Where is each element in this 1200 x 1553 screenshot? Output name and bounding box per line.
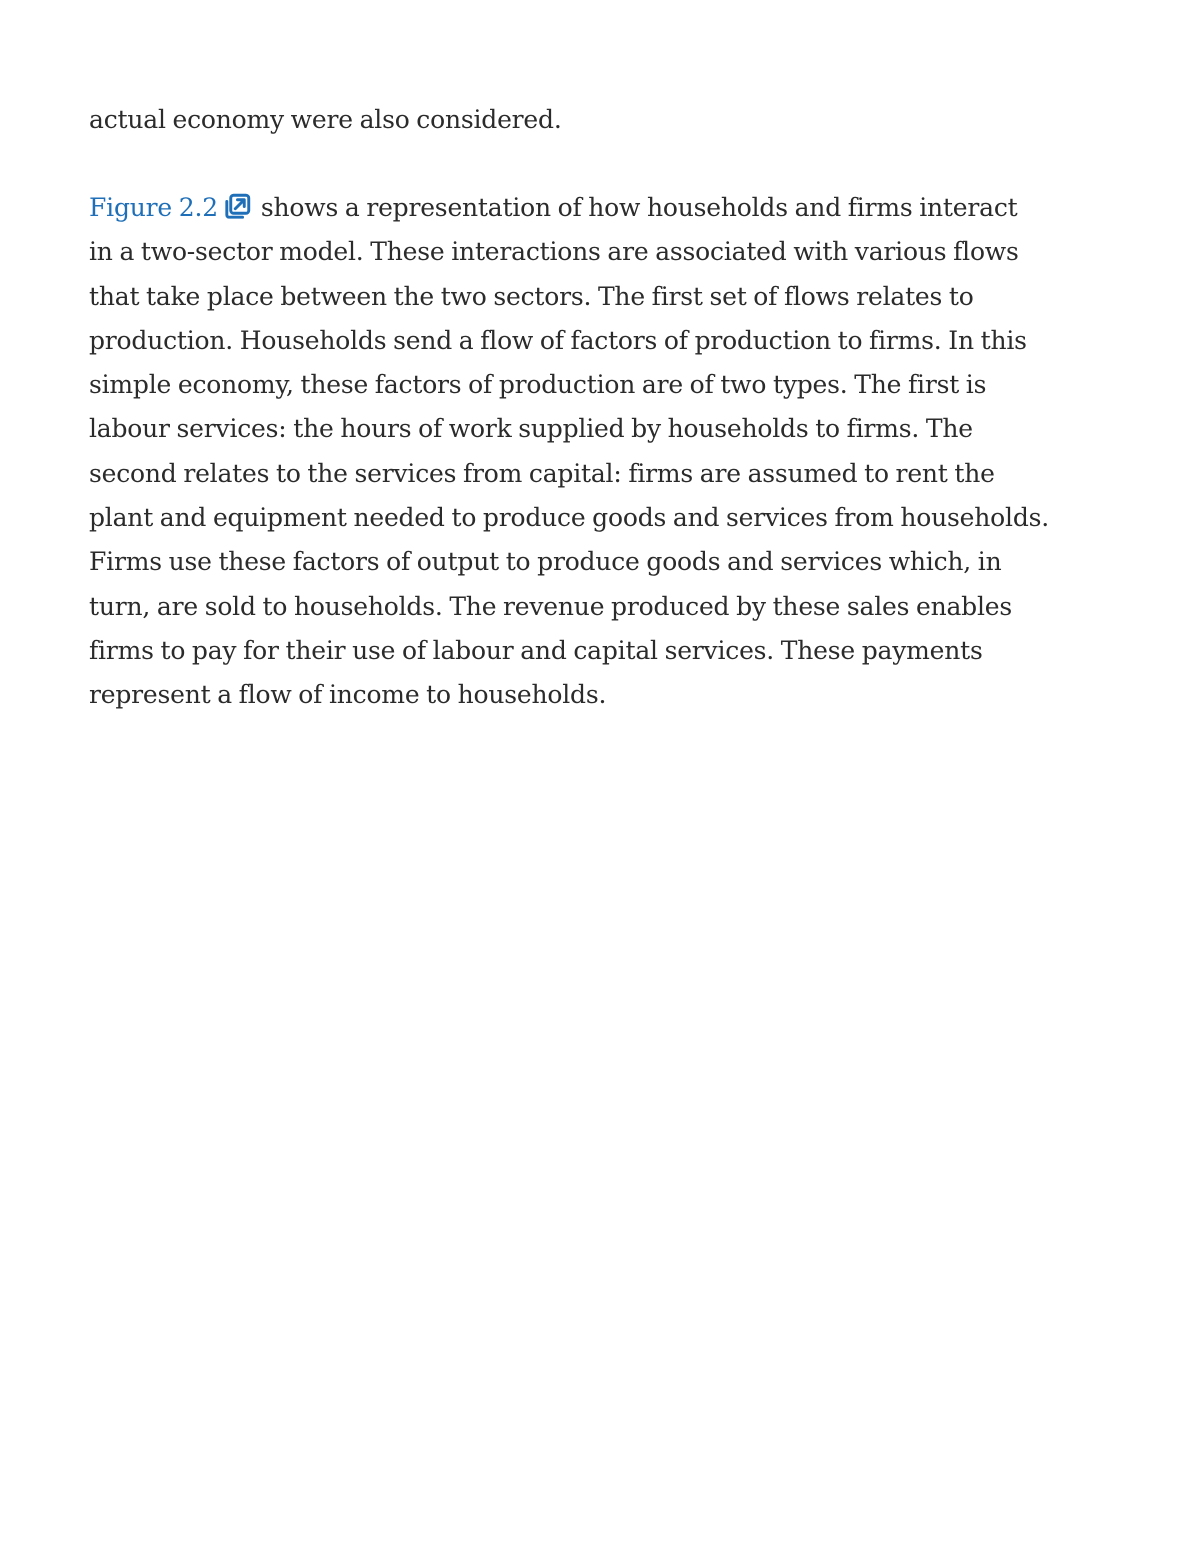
figure-link[interactable]: Figure 2.2	[89, 193, 218, 222]
paragraph-line: production. Households send a flow of factors of production to firms. In this	[89, 325, 1027, 355]
paragraph-line: turn, are sold to households. The revenue produced by these sales enables	[89, 591, 1013, 621]
paragraph-line: firms to pay for their use of labour and capital services. These payments	[89, 635, 983, 665]
intro-text: actual economy were also considered.	[89, 105, 562, 134]
paragraph-line: in a two-sector model. These interactions are associated with various flows	[89, 237, 1019, 267]
paragraph-line	[89, 186, 1119, 230]
paragraph-line: Firms use these factors of output to produce goods and services which, in	[89, 547, 1002, 577]
body-paragraph	[89, 186, 1119, 718]
external-link-icon[interactable]	[224, 193, 251, 220]
paragraph-line: represent a flow of income to households.	[89, 680, 607, 710]
paragraph-line: that take place between the two sectors. The first set of flows relates to	[89, 281, 974, 311]
paragraph-line: plant and equipment needed to produce goods and services from households.	[89, 503, 1050, 533]
paragraph-line: labour services: the hours of work supplied by households to firms. The	[89, 414, 973, 444]
paragraph-line: second relates to the services from capital: firms are assumed to rent the	[89, 458, 995, 488]
paragraph-line-text: shows a representation of how households and firms interact	[260, 193, 1018, 222]
paragraph-line: simple economy, these factors of production are of two types. The first is	[89, 370, 987, 400]
